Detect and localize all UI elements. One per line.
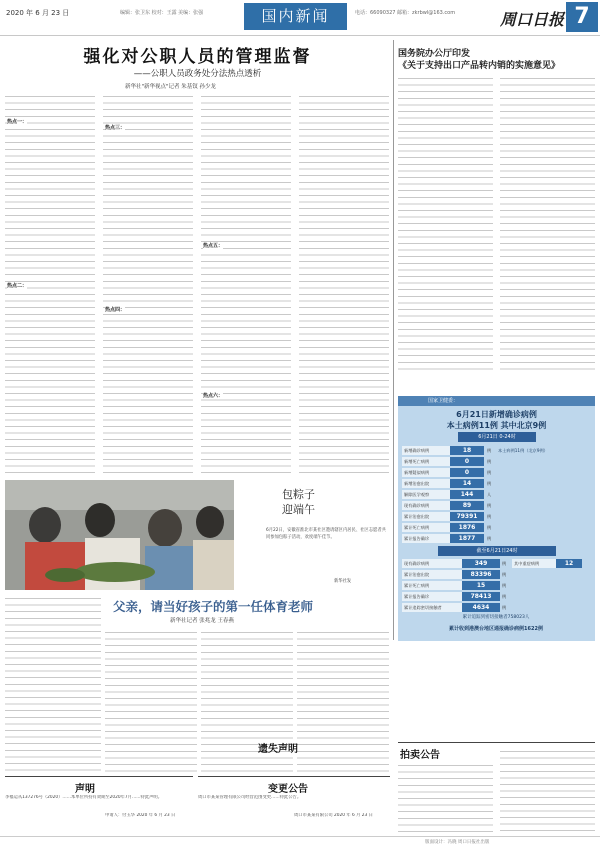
- auction-notice-right: [398, 742, 595, 836]
- notice-sign: 申请人：付玉华 2020 年 6 月 23 日: [105, 813, 176, 818]
- footer-text: 版面设计：冯晓 周口日报社出版: [425, 840, 490, 845]
- father-headline: 父亲，请当好孩子的第一任体育老师: [113, 599, 314, 614]
- panel-headline: 6月21日新增确诊病例: [456, 410, 537, 419]
- masthead: [0, 0, 600, 36]
- notice-title: 变更公告: [268, 784, 308, 795]
- lead-headline: 强化对公职人员的管理监督: [83, 47, 312, 67]
- stat-value: 18: [450, 446, 484, 455]
- stat-unit: 例: [502, 572, 507, 577]
- body-column: [103, 92, 193, 476]
- photo-caption: [242, 478, 392, 592]
- stat-label: 新增确诊病例: [402, 446, 450, 455]
- notice-sign: 周口市某某有限公司 2020 年 6 月 23 日: [294, 813, 373, 818]
- stat-value: 79391: [450, 512, 484, 521]
- stat-unit: 例: [502, 605, 507, 610]
- stat-label: 累计报告确诊: [402, 592, 462, 601]
- cumulative-row: [402, 580, 590, 591]
- lead-article: [5, 40, 390, 480]
- stat-unit: 例: [487, 470, 492, 475]
- stat-label: 现有确诊病例: [402, 501, 450, 510]
- body-column: [398, 761, 493, 835]
- caption-body: 6月22日，安徽省淮北市某社区邀请辖区内居民、社区志愿者共同参加包粽子活动，欢度端午佳节。: [266, 528, 386, 540]
- stat-unit: 例: [487, 536, 492, 541]
- stat-value: 83396: [462, 570, 500, 579]
- stat-value: 14: [450, 479, 484, 488]
- epidemic-panel: [398, 396, 595, 641]
- editor-meta: 编辑：张卫东 校对：王露 美编：张强: [120, 10, 204, 16]
- stat-row: [402, 456, 590, 467]
- extra-label: 其中重症病例: [512, 559, 556, 568]
- topic-mark: 热点一：: [7, 119, 28, 125]
- body-column: [5, 594, 101, 772]
- stat-row: [402, 467, 590, 478]
- stat-value: 15: [462, 581, 500, 590]
- stat-unit: 例: [487, 448, 492, 453]
- stat-value: 144: [450, 490, 484, 499]
- stat-value: 89: [450, 501, 484, 510]
- sc-headline: 《关于支持出口产品转内销的实施意见》: [398, 61, 561, 71]
- cumulative-row: [402, 569, 590, 580]
- stat-value: 78413: [462, 592, 500, 601]
- body-column: [299, 92, 389, 476]
- news-photo: [5, 480, 234, 590]
- change-notice: [198, 776, 390, 838]
- section-title: 国内新闻: [244, 3, 347, 30]
- stat-unit: 例: [487, 525, 492, 530]
- lead-body: [5, 92, 390, 476]
- stat-label: 累计治愈出院: [402, 570, 462, 579]
- father-byline: 新华社记者 张兆龙 王春燕: [170, 618, 234, 624]
- notice-title: 拍卖公告: [400, 750, 440, 761]
- notice-title: 遗失声明: [258, 744, 298, 755]
- body-column: [201, 92, 291, 476]
- cumulative-row: [402, 558, 590, 569]
- page-number: 7: [566, 2, 598, 32]
- stat-note: 本土病例11例（北京9例）: [498, 448, 548, 453]
- cumulative-row: [402, 602, 590, 613]
- notice-title: 声明: [75, 784, 95, 795]
- state-council-article: [398, 40, 595, 380]
- stat-value: 349: [462, 559, 500, 568]
- stat-unit: 例: [502, 561, 507, 566]
- topic-mark: 热点二：: [7, 283, 28, 289]
- stat-label: 累计死亡病例: [402, 581, 462, 590]
- stat-label: 新增疑似病例: [402, 468, 450, 477]
- column-divider: [393, 40, 394, 640]
- stat-value: 1876: [450, 523, 484, 532]
- stat-unit: 例: [502, 583, 507, 588]
- time-label: 6月21日 0-24时: [458, 432, 536, 442]
- body-column: [500, 74, 595, 374]
- stat-label: 现有确诊病例: [402, 559, 462, 568]
- topic-mark: 热点四：: [105, 307, 126, 313]
- stat-unit: 例: [487, 503, 492, 508]
- extra-value: 12: [556, 559, 582, 568]
- newspaper-logo: 周口日报: [500, 10, 565, 29]
- stat-label: 解除医学观察: [402, 490, 450, 499]
- caption-source: 新华社发: [334, 579, 352, 584]
- stat-value: 4634: [462, 603, 500, 612]
- notice-body: 周口市某某管理有限公司经营范围变更……特此公告。: [198, 795, 302, 800]
- stat-row: [402, 522, 590, 533]
- stat-value: 0: [450, 468, 484, 477]
- lost-notice: [198, 742, 390, 774]
- cumulative-label: 截至6月21日24时: [438, 546, 556, 556]
- stat-unit: 例: [487, 481, 492, 486]
- body-column: [398, 74, 493, 374]
- topic-mark: 热点六：: [203, 393, 224, 399]
- lead-byline: 新华社"新华视点"记者 朱基钗 孙少龙: [125, 84, 217, 90]
- sc-kicker: 国务院办公厅印发: [398, 49, 471, 59]
- stat-row: [402, 500, 590, 511]
- topic-mark: 热点五：: [203, 243, 224, 249]
- close-contact-note: 累计追踪到密切接触者758023人: [462, 615, 530, 620]
- stat-row: [402, 511, 590, 522]
- body-column: [105, 628, 197, 772]
- cumulative-row: [402, 591, 590, 602]
- stat-row: [402, 533, 590, 544]
- stat-label: 累计治愈出院: [402, 512, 450, 521]
- stat-unit: 例: [487, 459, 492, 464]
- stat-row: [402, 478, 590, 489]
- panel-subheadline: 本土病例11例 其中北京9例: [446, 421, 547, 430]
- topic-mark: 热点三：: [105, 125, 126, 131]
- stat-label: 新增治愈出院: [402, 479, 450, 488]
- stat-label: 累计追踪密切接触者: [402, 603, 462, 612]
- caption-title-2: 迎端午: [282, 503, 315, 516]
- stat-value: 1877: [450, 534, 484, 543]
- lead-subtitle: ——公职人员政务处分法热点透析: [133, 69, 262, 79]
- dumpling-photo-image: [5, 480, 234, 590]
- stat-label: 累计报告确诊: [402, 534, 450, 543]
- stat-unit: 例: [487, 514, 492, 519]
- stat-row: [402, 489, 590, 500]
- notice-body: 李福运从137276号（2020）……本单位所持有效期至2020年7月……特此声明。: [5, 795, 163, 800]
- statement-notice: [5, 776, 193, 838]
- stat-unit: 例: [502, 594, 507, 599]
- contact-meta: 电话：66090327 邮箱：zkrbwl@163.com: [355, 10, 456, 16]
- body-column: [500, 747, 595, 835]
- stat-label: 累计死亡病例: [402, 523, 450, 532]
- stat-row: [402, 445, 590, 456]
- hk-final-note: 累计收到港澳台地区通报确诊病例1622例: [449, 626, 543, 632]
- stat-value: 0: [450, 457, 484, 466]
- caption-title: 包粽子: [282, 488, 315, 501]
- panel-bar: 国家卫健委：: [398, 396, 595, 406]
- stat-unit: 人: [487, 492, 492, 497]
- page-footer: [0, 836, 600, 847]
- stat-label: 新增死亡病例: [402, 457, 450, 466]
- issue-date: 2020 年 6 月 23 日: [6, 9, 70, 17]
